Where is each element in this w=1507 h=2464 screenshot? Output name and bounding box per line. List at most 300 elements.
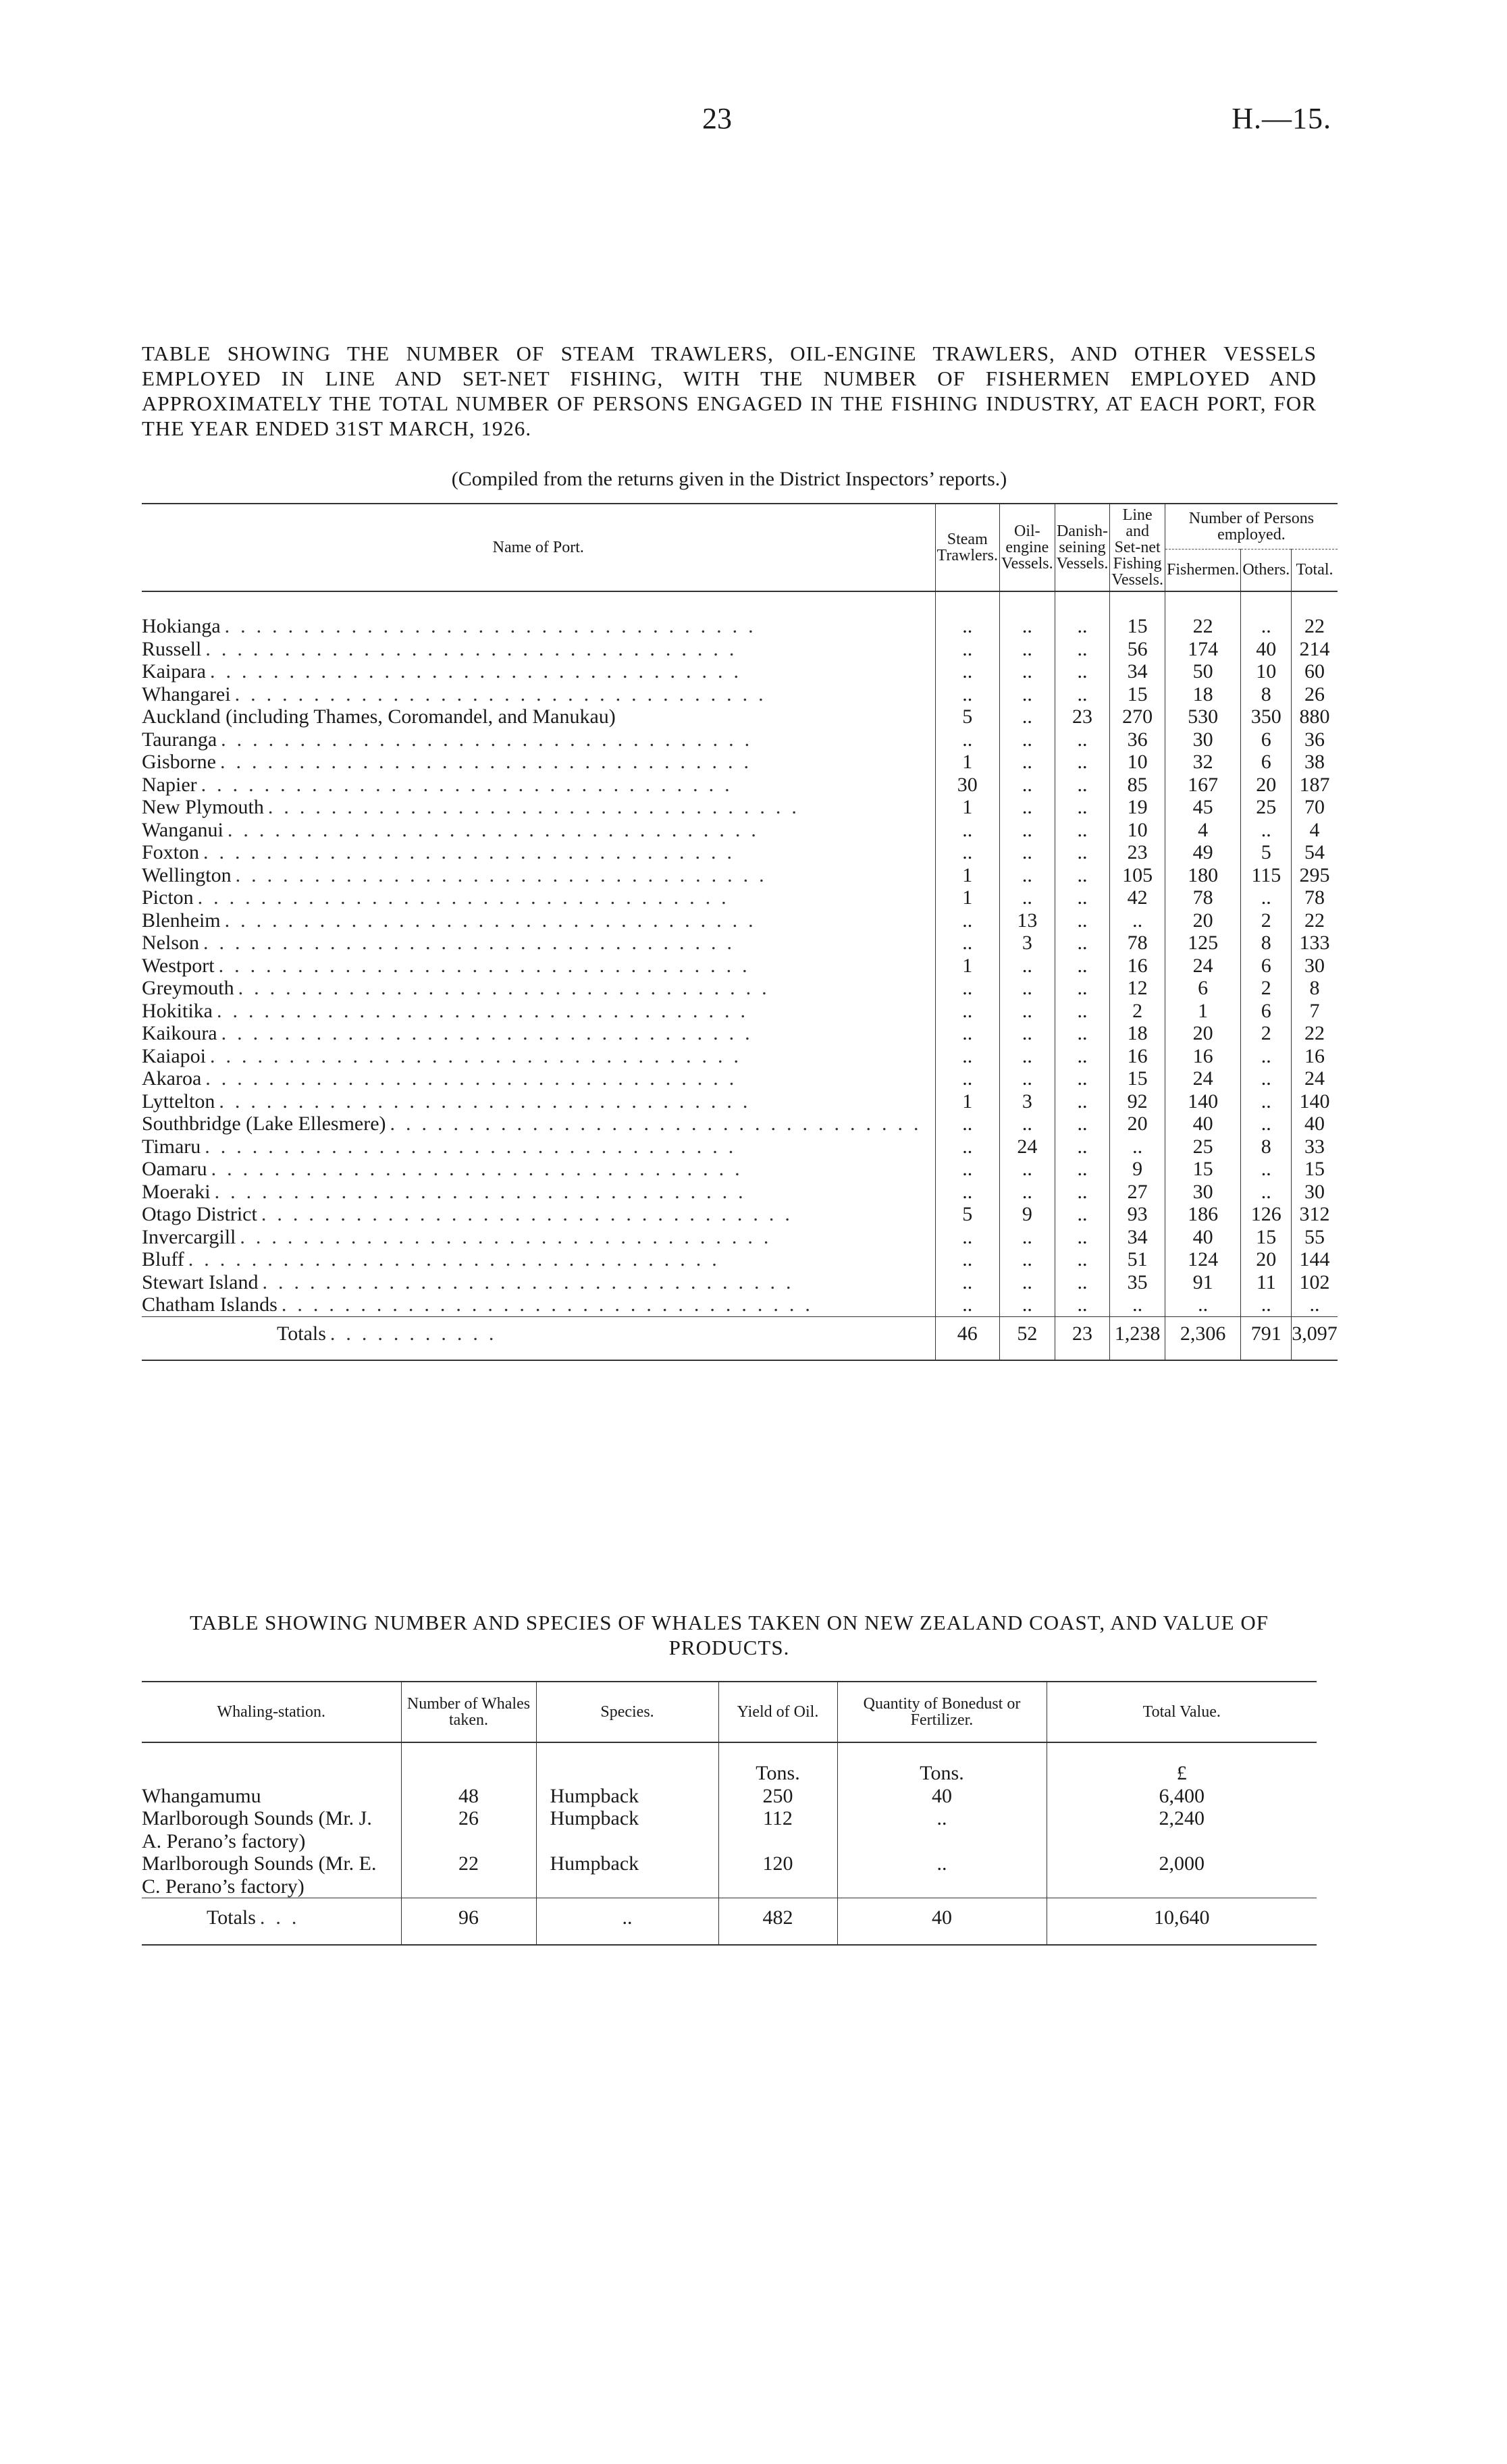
whale-totals-row	[142, 1898, 1317, 1945]
cell-danish: ..	[1055, 1067, 1110, 1090]
cell-total: 30	[1292, 955, 1338, 977]
cell-total: 36	[1292, 728, 1338, 751]
table-row	[142, 955, 1338, 977]
cell-line: 42	[1110, 886, 1165, 909]
cell-danish: ..	[1055, 796, 1110, 819]
cell-danish: ..	[1055, 1135, 1110, 1158]
dot-leader: ..................................	[214, 1180, 754, 1203]
cell-line: 2	[1110, 1000, 1165, 1023]
cell-danish: ..	[1055, 1271, 1110, 1294]
cell-line: 20	[1110, 1113, 1165, 1135]
table-row	[142, 1045, 1338, 1068]
cell-bonedust: 40	[837, 1785, 1047, 1808]
cell-line: 16	[1110, 1045, 1165, 1068]
cell-danish: ..	[1055, 728, 1110, 751]
cell-danish: ..	[1055, 932, 1110, 955]
cell-total: 22	[1292, 909, 1338, 932]
header-number-of-whales: Number of Whales taken.	[401, 1682, 536, 1742]
cell-oil: ..	[999, 638, 1055, 661]
cell-oil: 250	[718, 1785, 837, 1808]
cell-line: 9	[1110, 1158, 1165, 1181]
table-row	[142, 864, 1338, 887]
fish-table-body	[142, 591, 1338, 1316]
cell-total: 312	[1292, 1203, 1338, 1226]
cell-danish: 23	[1055, 705, 1110, 728]
cell-others: 10	[1241, 660, 1292, 683]
cell-total: ..	[1292, 1293, 1338, 1316]
cell-oil: 3	[999, 1090, 1055, 1113]
cell-fishermen: 50	[1165, 660, 1240, 683]
cell-steam: ..	[935, 1000, 999, 1023]
cell-oil: ..	[999, 1067, 1055, 1090]
cell-fishermen: 45	[1165, 796, 1240, 819]
header-port: Name of Port.	[142, 504, 935, 591]
cell-fishermen: 6	[1165, 977, 1240, 1000]
cell-line: 34	[1110, 660, 1165, 683]
cell-line: 36	[1110, 728, 1165, 751]
cell-line: 27	[1110, 1181, 1165, 1204]
dot-leader: ..................................	[221, 1022, 761, 1044]
cell-oil: ..	[999, 1226, 1055, 1249]
dot-leader: ..................................	[217, 999, 756, 1022]
cell-number: 26	[401, 1807, 536, 1852]
port-name: New Plymouth	[142, 796, 268, 819]
port-name: Hokitika	[142, 1000, 217, 1023]
port-name: Nelson	[142, 932, 203, 955]
cell-steam: ..	[935, 977, 999, 1000]
cell-fishermen: 174	[1165, 638, 1240, 661]
cell-station: Whangamumu	[142, 1784, 261, 1807]
header-line-set-net-vessels: Line and Set-net Fishing Vessels.	[1110, 504, 1165, 591]
cell-line: 19	[1110, 796, 1165, 819]
table-row	[142, 705, 1338, 728]
dot-leader: ..................................	[390, 1113, 930, 1135]
cell-line: 51	[1110, 1248, 1165, 1271]
cell-line: 270	[1110, 705, 1165, 728]
table-row	[142, 1852, 1317, 1898]
port-name: Foxton	[142, 841, 203, 864]
cell-fishermen: 40	[1165, 1113, 1240, 1135]
cell-fishermen: 40	[1165, 1226, 1240, 1249]
port-name: Greymouth	[142, 977, 238, 1000]
cell-danish: ..	[1055, 909, 1110, 932]
table-row	[142, 1785, 1317, 1808]
cell-station: Marlborough Sounds (Mr. J. A. Perano’s factory)	[142, 1807, 372, 1852]
table-row	[142, 1807, 1317, 1852]
dot-leader: ..................................	[211, 1158, 751, 1180]
cell-species: Humpback	[536, 1785, 718, 1808]
cell-line: 15	[1110, 683, 1165, 706]
table-row	[142, 1158, 1338, 1181]
dot-leader: ..................................	[261, 1203, 801, 1225]
cell-total: 144	[1292, 1248, 1338, 1271]
total-oil: 52	[999, 1316, 1055, 1360]
cell-fishermen: 15	[1165, 1158, 1240, 1181]
cell-others: ..	[1241, 1158, 1292, 1181]
cell-others: 6	[1241, 728, 1292, 751]
cell-others: 25	[1241, 796, 1292, 819]
table-row	[142, 683, 1338, 706]
port-name: Auckland (including Thames, Coromandel, and Manukau)	[142, 705, 616, 728]
dot-leader: ..................................	[227, 818, 767, 841]
cell-others: 8	[1241, 932, 1292, 955]
port-name: Kaikoura	[142, 1022, 221, 1045]
cell-danish: ..	[1055, 751, 1110, 774]
cell-line: 105	[1110, 864, 1165, 887]
table-row	[142, 1022, 1338, 1045]
header-yield-of-oil: Yield of Oil.	[718, 1682, 837, 1742]
table-row	[142, 1248, 1338, 1271]
cell-fishermen: 49	[1165, 841, 1240, 864]
cell-steam: ..	[935, 1022, 999, 1045]
page-reference: H.—15.	[1232, 102, 1331, 135]
dot-leader: ..................................	[224, 909, 764, 932]
port-name: Timaru	[142, 1135, 205, 1158]
cell-total: 78	[1292, 886, 1338, 909]
total-steam: 46	[935, 1316, 999, 1360]
cell-line: ..	[1110, 1135, 1165, 1158]
cell-total: 24	[1292, 1067, 1338, 1090]
fishing-industry-table	[142, 503, 1338, 1361]
cell-total: 16	[1292, 1045, 1338, 1068]
cell-others: ..	[1241, 1181, 1292, 1204]
table-row	[142, 819, 1338, 842]
port-name: Hokianga	[142, 615, 225, 638]
cell-steam: ..	[935, 1181, 999, 1204]
cell-fishermen: 180	[1165, 864, 1240, 887]
cell-fishermen: 140	[1165, 1090, 1240, 1113]
cell-oil: 120	[718, 1852, 837, 1898]
cell-steam: 1	[935, 751, 999, 774]
cell-number: 48	[401, 1785, 536, 1808]
cell-oil: ..	[999, 1000, 1055, 1023]
cell-steam: 1	[935, 796, 999, 819]
cell-oil: ..	[999, 1158, 1055, 1181]
table-row	[142, 638, 1338, 661]
cell-oil: ..	[999, 1271, 1055, 1294]
cell-others: ..	[1241, 1113, 1292, 1135]
dot-leader: ..................................	[262, 1270, 802, 1293]
cell-fishermen: 20	[1165, 1022, 1240, 1045]
cell-steam: ..	[935, 1226, 999, 1249]
header-species: Species.	[536, 1682, 718, 1742]
dot-leader: ..................................	[267, 796, 808, 818]
cell-bonedust: ..	[837, 1807, 1047, 1852]
cell-total: 22	[1292, 1022, 1338, 1045]
cell-danish: ..	[1055, 638, 1110, 661]
cell-fishermen: 186	[1165, 1203, 1240, 1226]
port-name: Chatham Islands	[142, 1293, 282, 1316]
table-row	[142, 1067, 1338, 1090]
port-name: Akaroa	[142, 1067, 205, 1090]
dot-leader: ..................................	[238, 977, 778, 999]
cell-fishermen: 18	[1165, 683, 1240, 706]
cell-steam: ..	[935, 1113, 999, 1135]
cell-oil: ..	[999, 728, 1055, 751]
cell-others: 350	[1241, 705, 1292, 728]
dot-leader: ..................................	[219, 751, 760, 773]
cell-value: 2,000	[1047, 1852, 1317, 1898]
page-header	[0, 101, 1507, 142]
cell-danish: ..	[1055, 977, 1110, 1000]
fish-table-subtitle: (Compiled from the returns given in the District Inspectors’ reports.)	[451, 468, 1007, 490]
table-row	[142, 1135, 1338, 1158]
port-name: Oamaru	[142, 1158, 211, 1181]
port-name: Wellington	[142, 864, 236, 887]
table-row	[142, 1226, 1338, 1249]
cell-steam: ..	[935, 819, 999, 842]
cell-steam: 30	[935, 774, 999, 797]
cell-danish: ..	[1055, 1293, 1110, 1316]
table-row	[142, 1181, 1338, 1204]
cell-others: 5	[1241, 841, 1292, 864]
cell-others: 115	[1241, 864, 1292, 887]
cell-oil: 24	[999, 1135, 1055, 1158]
cell-steam: ..	[935, 683, 999, 706]
dot-leader: ..................................	[209, 660, 749, 682]
cell-line: 92	[1110, 1090, 1165, 1113]
cell-line: 15	[1110, 1067, 1165, 1090]
cell-total: 30	[1292, 1181, 1338, 1204]
cell-steam: 1	[935, 886, 999, 909]
whale-total-number: 96	[401, 1898, 536, 1945]
port-name: Napier	[142, 774, 201, 797]
cell-fishermen: 20	[1165, 909, 1240, 932]
cell-others: ..	[1241, 819, 1292, 842]
cell-fishermen: 91	[1165, 1271, 1240, 1294]
port-name: Stewart Island	[142, 1271, 262, 1294]
cell-total: 187	[1292, 774, 1338, 797]
cell-danish: ..	[1055, 1000, 1110, 1023]
cell-oil: ..	[999, 1022, 1055, 1045]
header-oil-engine-vessels: Oil-engine Vessels.	[999, 504, 1055, 591]
port-name: Westport	[142, 955, 219, 977]
cell-line: 10	[1110, 751, 1165, 774]
cell-oil: ..	[999, 751, 1055, 774]
cell-total: 133	[1292, 932, 1338, 955]
port-name: Whangarei	[142, 683, 235, 706]
cell-oil: 13	[999, 909, 1055, 932]
cell-total: 60	[1292, 660, 1338, 683]
cell-fishermen: 167	[1165, 774, 1240, 797]
cell-others: ..	[1241, 1067, 1292, 1090]
port-name: Russell	[142, 638, 205, 661]
dot-leader: ..................................	[201, 773, 741, 796]
cell-others: 11	[1241, 1271, 1292, 1294]
cell-oil: ..	[999, 1045, 1055, 1068]
cell-fishermen: ..	[1165, 1293, 1240, 1316]
cell-oil: ..	[999, 977, 1055, 1000]
cell-line: 56	[1110, 638, 1165, 661]
cell-others: 126	[1241, 1203, 1292, 1226]
total-others: 791	[1241, 1316, 1292, 1360]
cell-danish: ..	[1055, 1022, 1110, 1045]
cell-danish: ..	[1055, 683, 1110, 706]
cell-oil: ..	[999, 1181, 1055, 1204]
header-danish-seining-vessels: Danish-seining Vessels.	[1055, 504, 1110, 591]
dot-leader: ..................................	[197, 886, 737, 909]
dot-leader: ..................................	[188, 1248, 728, 1270]
dot-leader: ..................................	[203, 932, 743, 954]
cell-oil: ..	[999, 1293, 1055, 1316]
table-row	[142, 1113, 1338, 1135]
cell-others: 2	[1241, 909, 1292, 932]
cell-fishermen: 22	[1165, 615, 1240, 638]
cell-steam: ..	[935, 615, 999, 638]
header-total: Total.	[1292, 549, 1338, 591]
cell-danish: ..	[1055, 864, 1110, 887]
cell-value: 6,400	[1047, 1785, 1317, 1808]
cell-species: Humpback	[536, 1852, 718, 1898]
port-name: Kaipara	[142, 660, 210, 683]
cell-number: 22	[401, 1852, 536, 1898]
whale-table-body	[142, 1742, 1317, 1898]
cell-danish: ..	[1055, 819, 1110, 842]
header-others: Others.	[1241, 549, 1292, 591]
port-name: Gisborne	[142, 751, 220, 774]
cell-value: 2,240	[1047, 1807, 1317, 1852]
table-row	[142, 615, 1338, 638]
cell-steam: ..	[935, 1248, 999, 1271]
cell-steam: 1	[935, 864, 999, 887]
cell-total: 140	[1292, 1090, 1338, 1113]
cell-oil: ..	[999, 774, 1055, 797]
cell-total: 7	[1292, 1000, 1338, 1023]
cell-steam: 1	[935, 1090, 999, 1113]
cell-steam: 5	[935, 1203, 999, 1226]
cell-oil: ..	[999, 841, 1055, 864]
cell-danish: ..	[1055, 886, 1110, 909]
cell-total: 70	[1292, 796, 1338, 819]
total-fishermen: 2,306	[1165, 1316, 1240, 1360]
unit-value: £	[1047, 1742, 1317, 1785]
cell-line: ..	[1110, 909, 1165, 932]
cell-total: 40	[1292, 1113, 1338, 1135]
cell-total: 4	[1292, 819, 1338, 842]
table-row	[142, 1203, 1338, 1226]
whale-total-oil: 482	[718, 1898, 837, 1945]
cell-line: 16	[1110, 955, 1165, 977]
cell-steam: ..	[935, 1045, 999, 1068]
cell-danish: ..	[1055, 1181, 1110, 1204]
table-row	[142, 774, 1338, 797]
dot-leader: ...	[259, 1906, 308, 1929]
cell-danish: ..	[1055, 774, 1110, 797]
whale-total-species: ..	[536, 1898, 718, 1945]
cell-oil: ..	[999, 955, 1055, 977]
table-row	[142, 796, 1338, 819]
port-name: Wanganui	[142, 819, 228, 842]
cell-total: 38	[1292, 751, 1338, 774]
cell-steam: ..	[935, 909, 999, 932]
cell-steam: ..	[935, 1158, 999, 1181]
dot-leader: ..................................	[203, 841, 743, 863]
cell-steam: ..	[935, 1067, 999, 1090]
table-row	[142, 841, 1338, 864]
whale-total-value: 10,640	[1047, 1898, 1317, 1945]
cell-danish: ..	[1055, 1203, 1110, 1226]
cell-others: 6	[1241, 955, 1292, 977]
cell-steam: 1	[935, 955, 999, 977]
cell-fishermen: 24	[1165, 1067, 1240, 1090]
cell-total: 102	[1292, 1271, 1338, 1294]
cell-others: 15	[1241, 1226, 1292, 1249]
header-persons-employed: Number of Persons employed.	[1165, 504, 1337, 549]
cell-oil: 112	[718, 1807, 837, 1852]
cell-danish: ..	[1055, 615, 1110, 638]
cell-line: 34	[1110, 1226, 1165, 1249]
cell-fishermen: 30	[1165, 728, 1240, 751]
cell-oil: ..	[999, 615, 1055, 638]
cell-fishermen: 25	[1165, 1135, 1240, 1158]
whale-total-bonedust: 40	[837, 1898, 1047, 1945]
cell-steam: ..	[935, 728, 999, 751]
fish-table-title: TABLE SHOWING THE NUMBER OF STEAM TRAWLERS, OIL-ENGINE TRAWLERS, AND OTHER VESSELS EMPLOYED IN LINE AND SET-NET FISHING, WITH THE NUMBER OF FISHERMEN EMPLOYED AND APPROXIMATELY THE TOTAL NUMBER OF PERSONS ENGAGED IN THE FISHING INDUSTRY, AT EACH PORT, FOR THE YEAR ENDED 31ST MARCH, 1926.	[142, 342, 1317, 440]
cell-line: 78	[1110, 932, 1165, 955]
dot-leader: ..................................	[209, 1044, 749, 1067]
port-name: Picton	[142, 886, 198, 909]
port-name: Moeraki	[142, 1181, 215, 1204]
dot-leader: ..................................	[205, 1067, 745, 1090]
cell-fishermen: 16	[1165, 1045, 1240, 1068]
cell-danish: ..	[1055, 660, 1110, 683]
cell-others: ..	[1241, 1045, 1292, 1068]
dot-leader: ..................................	[218, 954, 758, 977]
dot-leader: ..................................	[281, 1293, 821, 1316]
header-steam-trawlers: Steam Trawlers.	[935, 504, 999, 591]
cell-total: 214	[1292, 638, 1338, 661]
whale-table	[142, 1681, 1317, 1946]
port-name: Blenheim	[142, 909, 225, 932]
cell-species: Humpback	[536, 1807, 718, 1852]
cell-total: 880	[1292, 705, 1338, 728]
cell-bonedust: ..	[837, 1852, 1047, 1898]
cell-steam: ..	[935, 1135, 999, 1158]
cell-others: 2	[1241, 977, 1292, 1000]
cell-danish: ..	[1055, 1248, 1110, 1271]
cell-danish: ..	[1055, 1113, 1110, 1135]
cell-oil: ..	[999, 819, 1055, 842]
totals-label: Totals	[277, 1322, 330, 1345]
header-whaling-station: Whaling-station.	[142, 1682, 401, 1742]
cell-fishermen: 1	[1165, 1000, 1240, 1023]
cell-station: Marlborough Sounds (Mr. E. C. Perano’s factory)	[142, 1852, 377, 1898]
cell-total: 26	[1292, 683, 1338, 706]
cell-line: 10	[1110, 819, 1165, 842]
dot-leader: ..................................	[221, 728, 761, 751]
cell-danish: ..	[1055, 1090, 1110, 1113]
whale-totals-label: Totals	[207, 1906, 260, 1929]
cell-others: 8	[1241, 1135, 1292, 1158]
cell-others: ..	[1241, 1293, 1292, 1316]
port-name: Bluff	[142, 1248, 188, 1271]
unit-oil: Tons.	[718, 1742, 837, 1785]
port-name: Otago District	[142, 1203, 261, 1226]
cell-line: 15	[1110, 615, 1165, 638]
cell-oil: ..	[999, 660, 1055, 683]
cell-fishermen: 32	[1165, 751, 1240, 774]
cell-steam: ..	[935, 932, 999, 955]
cell-total: 54	[1292, 841, 1338, 864]
cell-fishermen: 124	[1165, 1248, 1240, 1271]
cell-others: 6	[1241, 751, 1292, 774]
total-line: 1,238	[1110, 1316, 1165, 1360]
cell-steam: ..	[935, 1271, 999, 1294]
cell-steam: ..	[935, 1293, 999, 1316]
cell-others: 6	[1241, 1000, 1292, 1023]
dot-leader: ..................................	[240, 1225, 780, 1248]
cell-line: 93	[1110, 1203, 1165, 1226]
